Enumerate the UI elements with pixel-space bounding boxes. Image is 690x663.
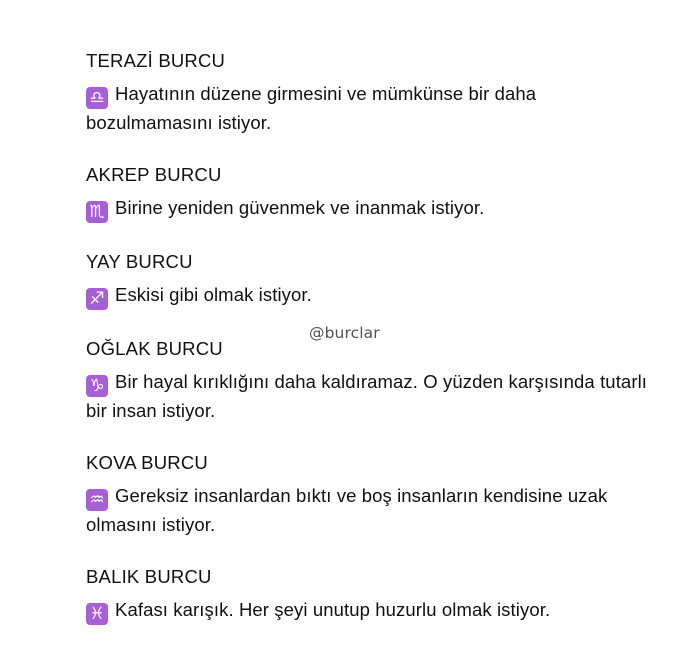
sign-text: Eskisi gibi olmak istiyor. bbox=[115, 284, 312, 305]
sign-entry-aquarius bbox=[86, 450, 666, 539]
sign-text: Birine yeniden güvenmek ve inanmak istiyor. bbox=[115, 197, 485, 218]
scorpio-icon: ♏ bbox=[86, 201, 108, 223]
sign-text: Bir hayal kırıklığını daha kaldıramaz. O yüzden karşısında tutarlı bir insan istiyor. bbox=[86, 371, 648, 421]
watermark-handle: @burclar bbox=[309, 324, 380, 342]
sign-title: AKREP BURCU bbox=[86, 164, 222, 185]
sign-description bbox=[86, 80, 666, 137]
sign-title: TERAZİ BURCU bbox=[86, 50, 226, 71]
libra-icon: ♎ bbox=[86, 87, 108, 109]
sign-title: OĞLAK BURCU bbox=[86, 338, 223, 359]
sign-description bbox=[86, 482, 666, 539]
sign-description bbox=[86, 281, 666, 310]
sign-entry-libra bbox=[86, 48, 666, 137]
sign-title: BALIK BURCU bbox=[86, 566, 212, 587]
sign-text: Hayatının düzene girmesini ve mümkünse bir daha bozulmamasını istiyor. bbox=[86, 83, 537, 133]
pisces-icon: ♓ bbox=[86, 603, 108, 625]
sign-description bbox=[86, 368, 666, 425]
capricorn-icon: ♑ bbox=[86, 375, 108, 397]
sagittarius-icon: ♐ bbox=[86, 288, 108, 310]
sign-description bbox=[86, 596, 666, 625]
sign-entry-pisces bbox=[86, 564, 666, 625]
sign-description bbox=[86, 194, 666, 223]
sign-entry-sagittarius bbox=[86, 249, 666, 310]
aquarius-icon: ♒ bbox=[86, 489, 108, 511]
sign-text: Gereksiz insanlardan bıktı ve boş insanların kendisine uzak olmasını istiyor. bbox=[86, 485, 608, 535]
sign-title: YAY BURCU bbox=[86, 251, 193, 272]
sign-entry-scorpio bbox=[86, 162, 666, 223]
sign-title: KOVA BURCU bbox=[86, 452, 208, 473]
sign-entry-capricorn bbox=[86, 336, 666, 425]
sign-text: Kafası karışık. Her şeyi unutup huzurlu olmak istiyor. bbox=[115, 599, 551, 620]
